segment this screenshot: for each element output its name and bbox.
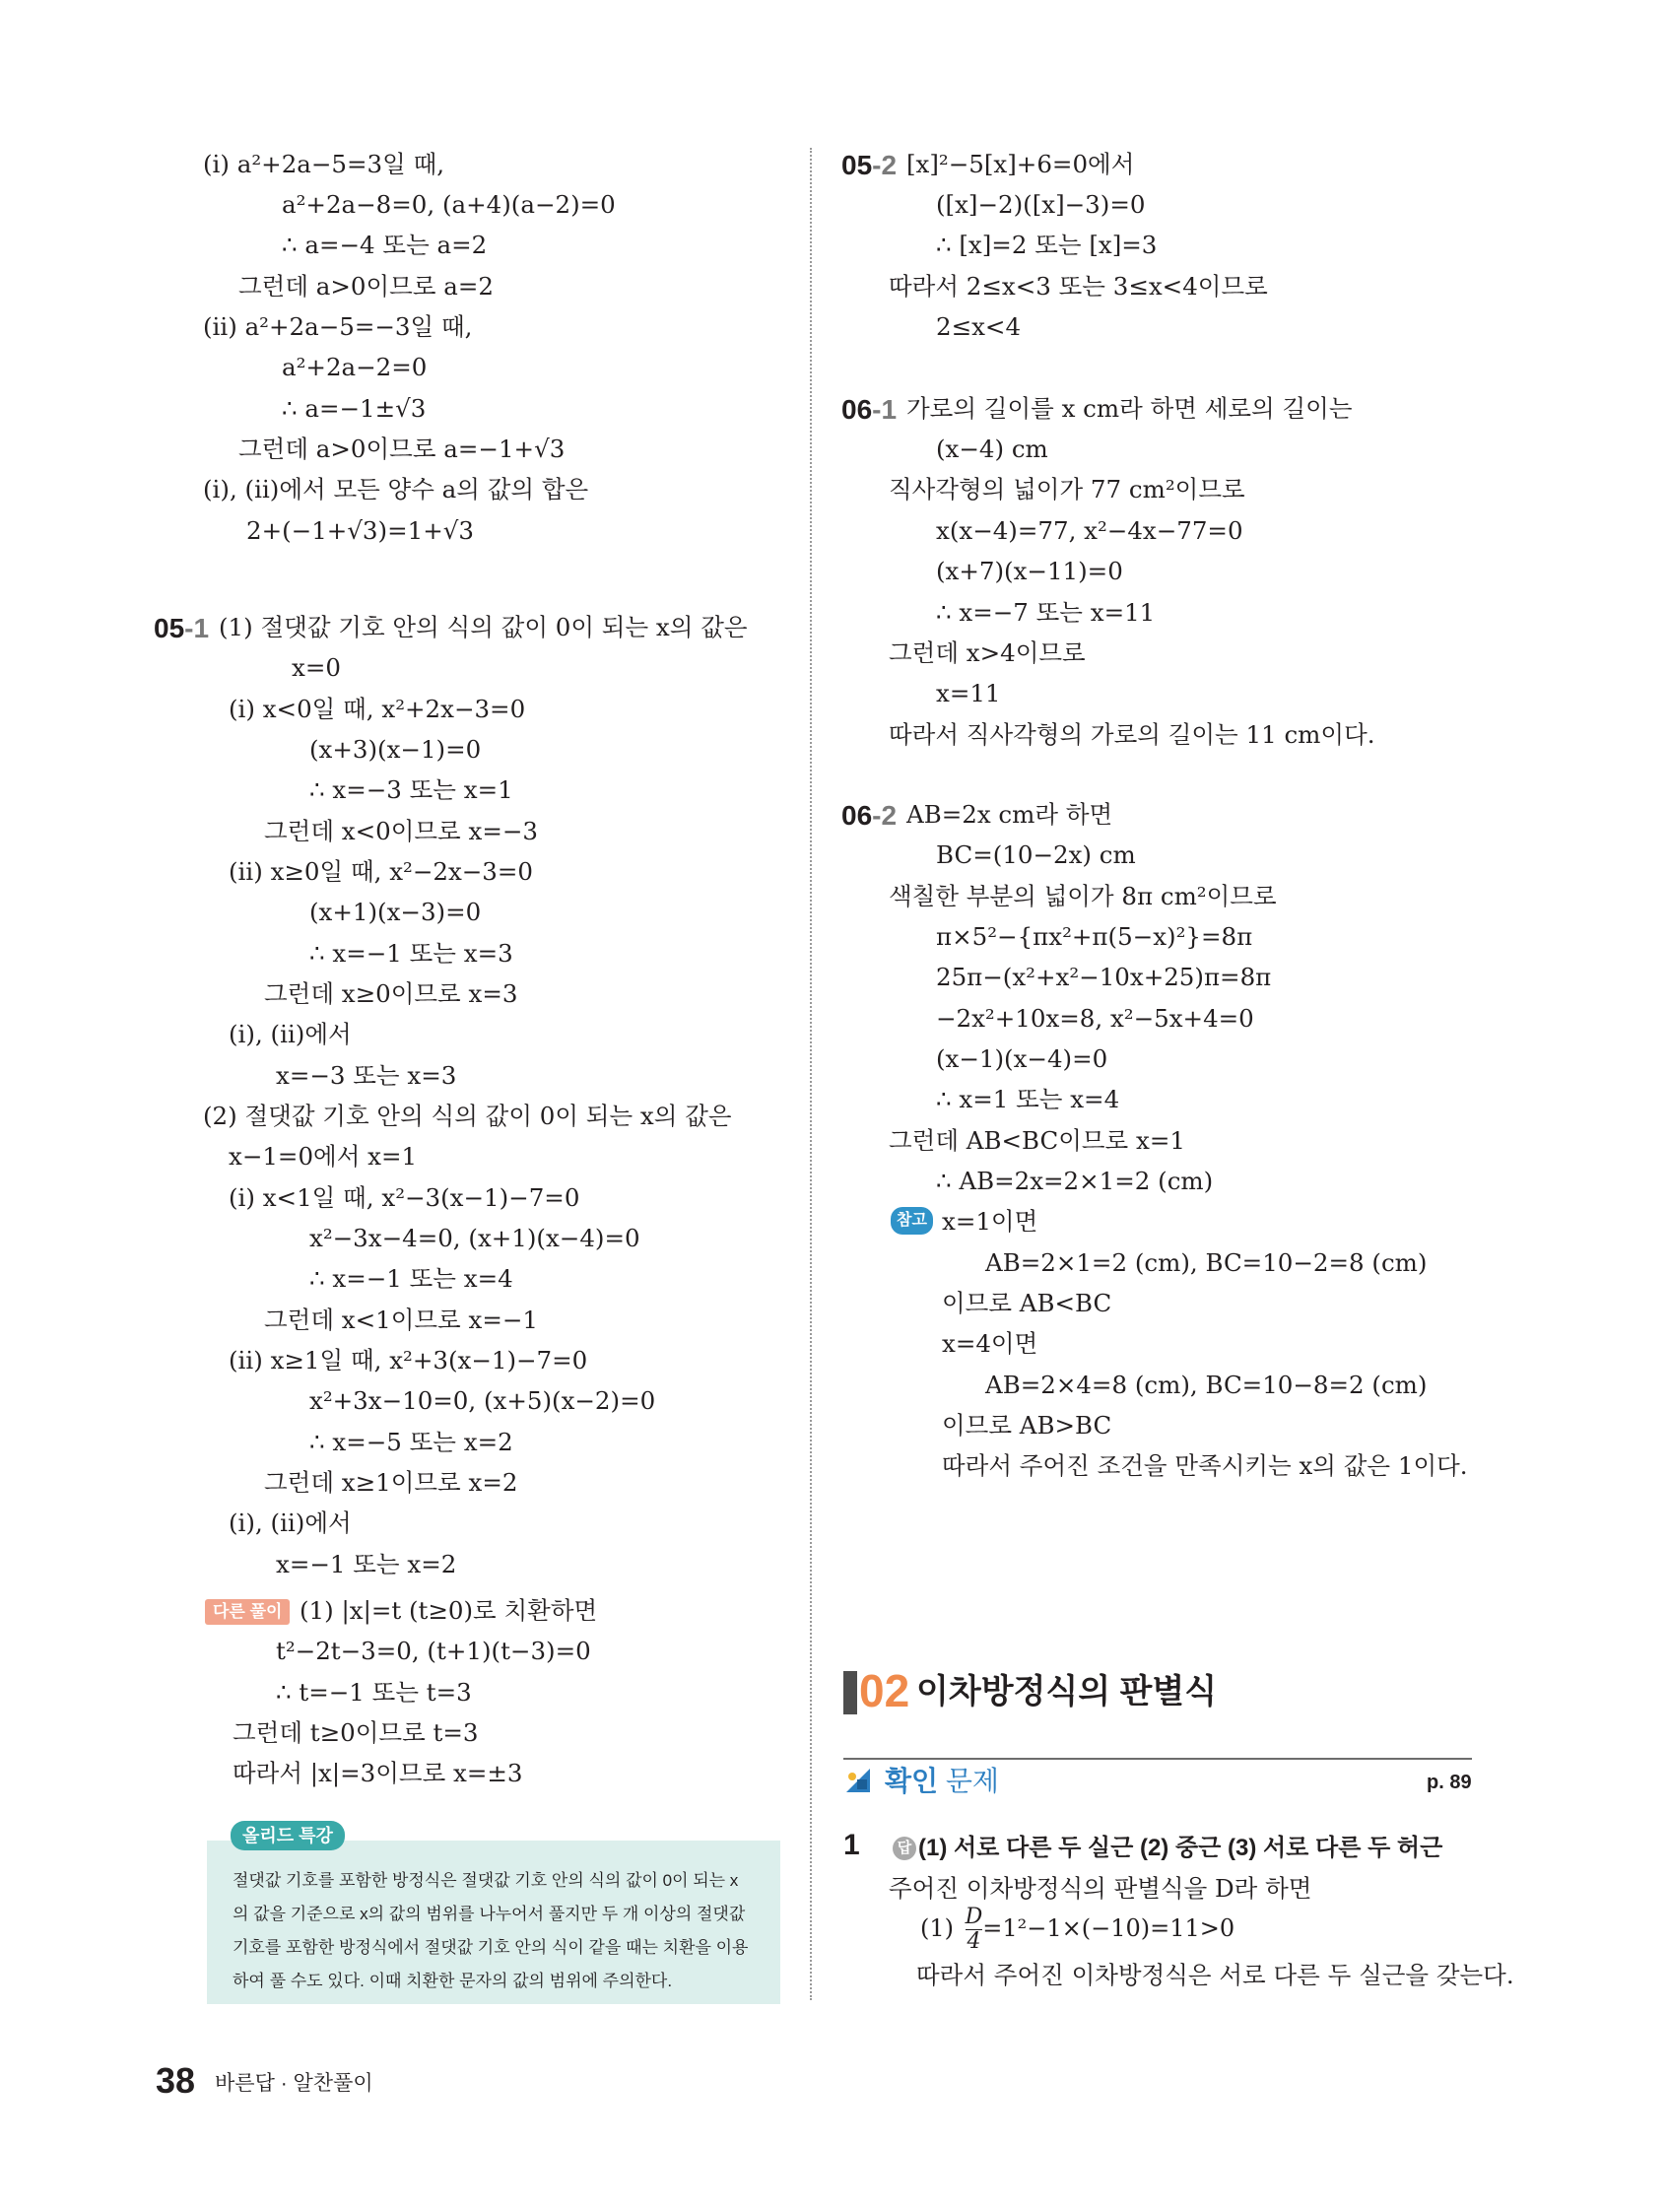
- fraction-line: [920, 1906, 1234, 1954]
- tip-box-text: [233, 1864, 765, 1998]
- page-reference: p. 89: [1427, 1772, 1472, 1793]
- check-divider: [843, 1758, 1472, 1760]
- solution-line: 그런데 x≥0이므로 x=3: [264, 979, 518, 1008]
- solution-line: 색칠한 부분의 넓이가 8π cm²이므로: [889, 882, 1277, 910]
- solution-line: AB=2×1=2 (cm), BC=10−2=8 (cm): [985, 1248, 1428, 1277]
- solution-line: x=11: [936, 679, 1001, 707]
- solution-line: a²+2a−2=0: [282, 353, 428, 381]
- solution-line: ∴ x=−5 또는 x=2: [309, 1428, 513, 1456]
- solution-line: x(x−4)=77, x²−4x−77=0: [936, 516, 1243, 545]
- page-caption: 바른답 · 알찬풀이: [215, 2072, 373, 2095]
- check-title: 확인 문제: [885, 1766, 999, 1796]
- solution-line: (x−4) cm: [936, 435, 1048, 463]
- solution-line: 따라서 주어진 조건을 만족시키는 x의 값은 1이다.: [942, 1451, 1468, 1480]
- fraction-prefix: (1): [920, 1914, 954, 1942]
- solution-line: x=0: [292, 653, 341, 682]
- solution-line: x²+3x−10=0, (x+5)(x−2)=0: [309, 1386, 656, 1415]
- solution-line: 그런데 x≥1이므로 x=2: [264, 1468, 518, 1497]
- solution-line: (x−1)(x−4)=0: [936, 1044, 1108, 1073]
- section-number: 02: [859, 1665, 910, 1716]
- solution-line: a²+2a−8=0, (a+4)(a−2)=0: [282, 190, 616, 219]
- solution-line: π×5²−{πx²+π(5−x)²}=8π: [936, 922, 1253, 951]
- tip-line: 절댓값 기호를 포함한 방정식은 절댓값 기호 안의 식의 값이 0이 되는 x: [233, 1871, 739, 1890]
- solution-line: 따라서 직사각형의 가로의 길이는 11 cm이다.: [889, 720, 1375, 749]
- solution-line: ∴ x=−7 또는 x=11: [936, 598, 1156, 627]
- solution-line: AB=2×4=8 (cm), BC=10−8=2 (cm): [985, 1371, 1428, 1399]
- solution-line: −2x²+10x=8, x²−5x+4=0: [936, 1004, 1254, 1033]
- solution-line: 따라서 주어진 이차방정식은 서로 다른 두 실근을 갖는다.: [916, 1961, 1514, 1989]
- solution-line: 이므로 AB<BC: [942, 1289, 1112, 1317]
- solution-line: 그런데 a>0이므로 a=−1+√3: [238, 435, 566, 463]
- solution-line: ∴ AB=2x=2×1=2 (cm): [936, 1167, 1214, 1195]
- solution-line: (ⅰ), (ⅱ)에서 모든 양수 a의 값의 합은: [203, 475, 589, 503]
- solution-line: x−1=0에서 x=1: [229, 1142, 418, 1171]
- tip-line: 하여 풀 수도 있다. 이때 치환한 문자의 값의 범위에 주의한다.: [233, 1972, 673, 1990]
- solution-line: BC=(10−2x) cm: [936, 840, 1136, 869]
- problem-label-06-1: 06-1: [841, 394, 898, 425]
- solution-line: 25π−(x²+x²−10x+25)π=8π: [936, 963, 1272, 991]
- solution-line: 이므로 AB>BC: [942, 1411, 1112, 1440]
- solution-line: (1) |x|=t (t≥0)로 치환하면: [300, 1596, 598, 1625]
- solution-line: 그런데 t≥0이므로 t=3: [233, 1718, 479, 1747]
- solution-line: 그런데 x<0이므로 x=−3: [264, 817, 538, 845]
- question-number: 1: [843, 1829, 860, 1861]
- solution-line: (ⅰ) a²+2a−5=3일 때,: [203, 150, 445, 178]
- solution-line: x=4이면: [942, 1329, 1038, 1358]
- check-problem-icon: [843, 1766, 873, 1795]
- solution-line: ∴ t=−1 또는 t=3: [276, 1678, 472, 1707]
- solution-line: AB=2x cm라 하면: [906, 800, 1113, 829]
- answer-mark-icon: 답: [893, 1837, 916, 1860]
- solution-line: (1) 절댓값 기호 안의 식의 값이 0이 되는 x의 값은: [219, 613, 748, 641]
- solution-line: (x+3)(x−1)=0: [309, 735, 482, 764]
- section-title: 이차방정식의 판별식: [916, 1673, 1218, 1710]
- solution-line: 2≤x<4: [936, 312, 1022, 341]
- solution-line: (ⅰ), (ⅱ)에서: [229, 1020, 352, 1048]
- solution-line: 그런데 a>0이므로 a=2: [238, 272, 495, 301]
- answer-line: (1) 서로 다른 두 실근 (2) 중근 (3) 서로 다른 두 허근: [918, 1835, 1443, 1861]
- solution-line: ∴ x=1 또는 x=4: [936, 1085, 1120, 1113]
- section-bar: [843, 1671, 857, 1714]
- problem-label-06-2: 06-2: [841, 800, 898, 831]
- solution-line: ∴ x=−1 또는 x=4: [309, 1264, 513, 1293]
- solution-line: t²−2t−3=0, (t+1)(t−3)=0: [276, 1637, 591, 1665]
- solution-line: 따라서 |x|=3이므로 x=±3: [233, 1759, 523, 1787]
- reference-badge: 참고: [891, 1207, 933, 1235]
- solution-line: [x]²−5[x]+6=0에서: [906, 150, 1135, 178]
- solution-line: 따라서 2≤x<3 또는 3≤x<4이므로: [889, 272, 1268, 301]
- tip-box-tab: 올리드 특강: [231, 1821, 345, 1850]
- solution-line: (2) 절댓값 기호 안의 식의 값이 0이 되는 x의 값은: [203, 1102, 732, 1130]
- solution-line: x²−3x−4=0, (x+1)(x−4)=0: [309, 1224, 640, 1252]
- solution-line: (x+7)(x−11)=0: [936, 557, 1123, 585]
- fraction-denominator: 4: [967, 1929, 981, 1954]
- solution-line: ∴ [x]=2 또는 [x]=3: [936, 231, 1158, 259]
- solution-line: x=−3 또는 x=3: [276, 1061, 457, 1090]
- solution-line: ([x]−2)([x]−3)=0: [936, 190, 1146, 219]
- tip-line: 의 값을 기준으로 x의 값의 범위를 나누어서 풀지만 두 개 이상의 절댓값: [233, 1905, 746, 1923]
- solution-line: (ⅱ) x≥0일 때, x²−2x−3=0: [229, 857, 534, 886]
- solution-line: ∴ x=−1 또는 x=3: [309, 939, 513, 968]
- solution-line: ∴ a=−1±√3: [282, 394, 427, 423]
- solution-line: x=1이면: [942, 1207, 1038, 1236]
- problem-label-05-1: 05-1: [154, 613, 210, 643]
- solution-line: 그런데 x<1이므로 x=−1: [264, 1306, 538, 1334]
- column-divider: [810, 148, 812, 2000]
- fraction: [966, 1906, 983, 1954]
- solution-line: 그런데 AB<BC이므로 x=1: [889, 1126, 1185, 1155]
- solution-line: (ⅰ), (ⅱ)에서: [229, 1508, 352, 1537]
- solution-line: (ⅱ) x≥1일 때, x²+3(x−1)−7=0: [229, 1346, 588, 1374]
- solution-line: 2+(−1+√3)=1+√3: [246, 516, 474, 545]
- solution-line: (ⅰ) x<1일 때, x²−3(x−1)−7=0: [229, 1183, 580, 1212]
- problem-label-05-2: 05-2: [841, 150, 898, 180]
- solution-line: 직사각형의 넓이가 77 cm²이므로: [889, 475, 1245, 503]
- solution-line: ∴ x=−3 또는 x=1: [309, 775, 513, 804]
- solution-line: (ⅱ) a²+2a−5=−3일 때,: [203, 312, 473, 341]
- solution-line: (ⅰ) x<0일 때, x²+2x−3=0: [229, 695, 526, 723]
- fraction-rest: =1²−1×(−10)=11>0: [982, 1914, 1235, 1942]
- fraction-numerator: D: [965, 1905, 983, 1929]
- solution-line: 주어진 이차방정식의 판별식을 D라 하면: [889, 1874, 1312, 1903]
- solution-line: x=−1 또는 x=2: [276, 1550, 457, 1578]
- solution-line: 가로의 길이를 x cm라 하면 세로의 길이는: [906, 394, 1353, 423]
- alt-solution-badge: 다른 풀이: [205, 1599, 290, 1625]
- tip-line: 기호를 포함한 방정식에서 절댓값 기호 안의 식이 같을 때는 치환을 이용: [233, 1938, 749, 1957]
- solution-line: (x+1)(x−3)=0: [309, 898, 482, 926]
- solution-line: ∴ a=−4 또는 a=2: [282, 231, 488, 259]
- page-number: 38: [156, 2060, 196, 2101]
- solution-line: 그런데 x>4이므로: [889, 638, 1086, 667]
